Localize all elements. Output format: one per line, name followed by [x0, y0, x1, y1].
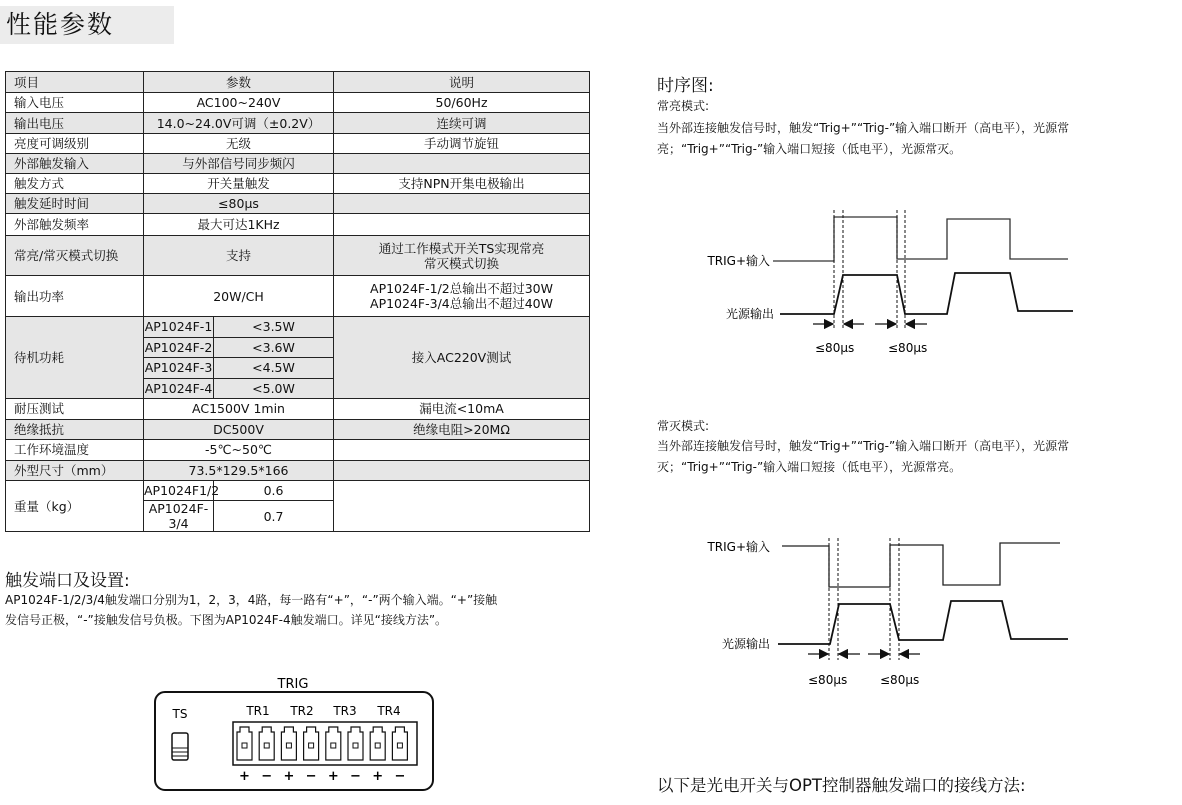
cell-item: 外部触发输入: [6, 154, 144, 174]
cell-item: 耐压测试: [6, 399, 144, 420]
polarity-label: −: [261, 769, 273, 784]
table-row: [6, 481, 590, 501]
header-param: 参数: [144, 72, 334, 93]
terminal-socket-icon: [237, 727, 252, 760]
cell-note: 通过工作模式开关TS实现常亮 常灭模式切换: [334, 236, 590, 276]
cell-item: 输出功率: [6, 276, 144, 317]
cell-item: 输出电压: [6, 113, 144, 134]
cell-item: 工作环境温度: [6, 440, 144, 461]
cell-note: 绝缘电阻>20MΩ: [334, 419, 590, 440]
light-output-label-2: 光源输出: [721, 637, 770, 651]
trig-input-label-1: TRIG+输入: [707, 254, 770, 268]
polarity-label: +: [372, 769, 384, 784]
cell-item: 亮度可调级别: [6, 134, 144, 154]
cell-param: 无级: [144, 134, 334, 154]
table-row: [6, 113, 590, 134]
port-label-tr1: TR1: [246, 704, 270, 718]
table-row: [6, 174, 590, 194]
trigger-port-diagram: [150, 670, 440, 800]
cell-item: 外部触发频率: [6, 214, 144, 236]
cell-model: AP1024F-3/4: [144, 501, 214, 532]
cell-model: AP1024F-1: [144, 317, 214, 338]
cell-item: 触发方式: [6, 174, 144, 194]
table-row: [6, 194, 590, 214]
table-row: [6, 399, 590, 420]
terminal-socket-icon: [348, 727, 363, 760]
cell-note: 连续可调: [334, 113, 590, 134]
ts-label: TS: [172, 707, 188, 721]
table-row: [6, 460, 590, 481]
table-row: [6, 317, 590, 338]
mode2-desc-1: 当外部连接触发信号时，触发“Trig+”“Trig-”输入端口断开（高电平），光源常: [657, 439, 1070, 453]
cell-item: 重量（kg）: [6, 481, 144, 532]
output-signal-1: [780, 273, 1073, 314]
table-row: [6, 214, 590, 236]
mode1-title: 常亮模式:: [657, 99, 710, 113]
port-label-tr4: TR4: [377, 704, 401, 718]
polarity-label: −: [305, 769, 317, 784]
polarity-label: −: [350, 769, 361, 784]
cell-value: <3.5W: [214, 317, 334, 338]
cell-param: AC1500V 1min: [144, 399, 334, 420]
cell-param: AC100~240V: [144, 93, 334, 113]
cell-value: 0.7: [214, 501, 334, 532]
table-row: [6, 93, 590, 113]
cell-param: ≤80μs: [144, 194, 334, 214]
delay-label: ≤80μs: [808, 673, 848, 687]
terminal-socket-icon: [259, 727, 274, 760]
cell-note: 支持NPN开集电极输出: [334, 174, 590, 194]
cell-item: 输入电压: [6, 93, 144, 113]
trig-input-label-2: TRIG+输入: [707, 540, 770, 554]
mode1-desc-1: 当外部连接触发信号时，触发“Trig+”“Trig-”输入端口断开（高电平），光源常: [657, 121, 1070, 135]
table-row: [6, 154, 590, 174]
cell-param: 73.5*129.5*166: [144, 460, 334, 481]
cell-param: 支持: [144, 236, 334, 276]
cell-param: DC500V: [144, 419, 334, 440]
header-note: 说明: [334, 72, 590, 93]
cell-model: AP1024F-4: [144, 378, 214, 399]
trig-signal-1: [773, 217, 1068, 261]
cell-note: AP1024F-1/2总输出不超过30W AP1024F-3/4总输出不超过40W: [334, 276, 590, 317]
cell-value: 0.6: [214, 481, 334, 501]
cell-note: [334, 440, 590, 461]
cell-item: 触发延时时间: [6, 194, 144, 214]
cell-value: <3.6W: [214, 337, 334, 358]
polarity-label: +: [283, 769, 295, 784]
cell-param: 与外部信号同步频闪: [144, 154, 334, 174]
table-row: [6, 276, 590, 317]
cell-item: 常亮/常灭模式切换: [6, 236, 144, 276]
cell-note: 漏电流<10mA: [334, 399, 590, 420]
cell-note: 手动调节旋钮: [334, 134, 590, 154]
polarity-label: +: [239, 769, 250, 784]
table-row: [6, 419, 590, 440]
cell-item: 外型尺寸（mm）: [6, 460, 144, 481]
trig-label: TRIG: [277, 677, 309, 692]
cell-note: 接入AC220V测试: [334, 317, 590, 399]
port-label-tr2: TR2: [290, 704, 314, 718]
trig-signal-2: [782, 543, 1060, 587]
table-row: [6, 134, 590, 154]
cell-note: [334, 194, 590, 214]
output-signal-2: [778, 601, 1068, 644]
cell-param: 开关量触发: [144, 174, 334, 194]
light-output-label-1: 光源输出: [725, 307, 774, 321]
delay-label: ≤80μs: [880, 673, 920, 687]
mode2-desc-2: 灭；“Trig+”“Trig-”输入端口短接（低电平），光源常亮。: [657, 460, 962, 474]
cell-value: <5.0W: [214, 378, 334, 399]
spec-table: [5, 71, 590, 532]
cell-param: 最大可达1KHz: [144, 214, 334, 236]
table-header: [6, 72, 590, 93]
table-row: [6, 440, 590, 461]
mode1-desc-2: 亮；“Trig+”“Trig-”输入端口短接（低电平），光源常灭。: [657, 142, 962, 156]
trigger-desc-1: AP1024F-1/2/3/4触发端口分别为1，2，3，4路，每一路有“+”，“-”两个输入端。“+”接触: [5, 593, 498, 607]
delay-label: ≤80μs: [888, 341, 928, 355]
terminal-socket-icon: [326, 727, 341, 760]
trigger-desc-2: 发信号正极，“-”接触发信号负极。下图为AP1024F-4触发端口。详见“接线方法”。: [5, 613, 448, 627]
terminal-socket-icon: [370, 727, 385, 760]
terminal-socket-icon: [281, 727, 296, 760]
cell-note: 50/60Hz: [334, 93, 590, 113]
terminal-socket-icon: [304, 727, 319, 760]
header-item: 项目: [6, 72, 144, 93]
cell-note: [334, 460, 590, 481]
polarity-label: −: [394, 769, 406, 784]
ts-switch-icon: [172, 733, 188, 760]
cell-param: -5℃~50℃: [144, 440, 334, 461]
terminal-socket-icon: [392, 727, 407, 760]
cell-note: [334, 154, 590, 174]
delay-label: ≤80μs: [815, 341, 855, 355]
port-label-tr3: TR3: [333, 704, 357, 718]
cell-model: AP1024F1/2: [144, 481, 214, 501]
timing-heading: 时序图:: [657, 76, 714, 96]
cell-model: AP1024F-2: [144, 337, 214, 358]
polarity-label: +: [327, 769, 339, 784]
cell-value: <4.5W: [214, 358, 334, 379]
mode2-title: 常灭模式:: [657, 419, 710, 433]
cell-item: 绝缘抵抗: [6, 419, 144, 440]
cell-item: 待机功耗: [6, 317, 144, 399]
cell-param: 20W/CH: [144, 276, 334, 317]
cell-note: [334, 214, 590, 236]
trigger-heading: 触发端口及设置:: [5, 571, 130, 591]
page-title: 性能参数: [0, 6, 174, 44]
wiring-heading: 以下是光电开关与OPT控制器触发端口的接线方法:: [657, 776, 1026, 795]
table-row: [6, 236, 590, 276]
cell-param: 14.0~24.0V可调（±0.2V）: [144, 113, 334, 134]
cell-model: AP1024F-3: [144, 358, 214, 379]
